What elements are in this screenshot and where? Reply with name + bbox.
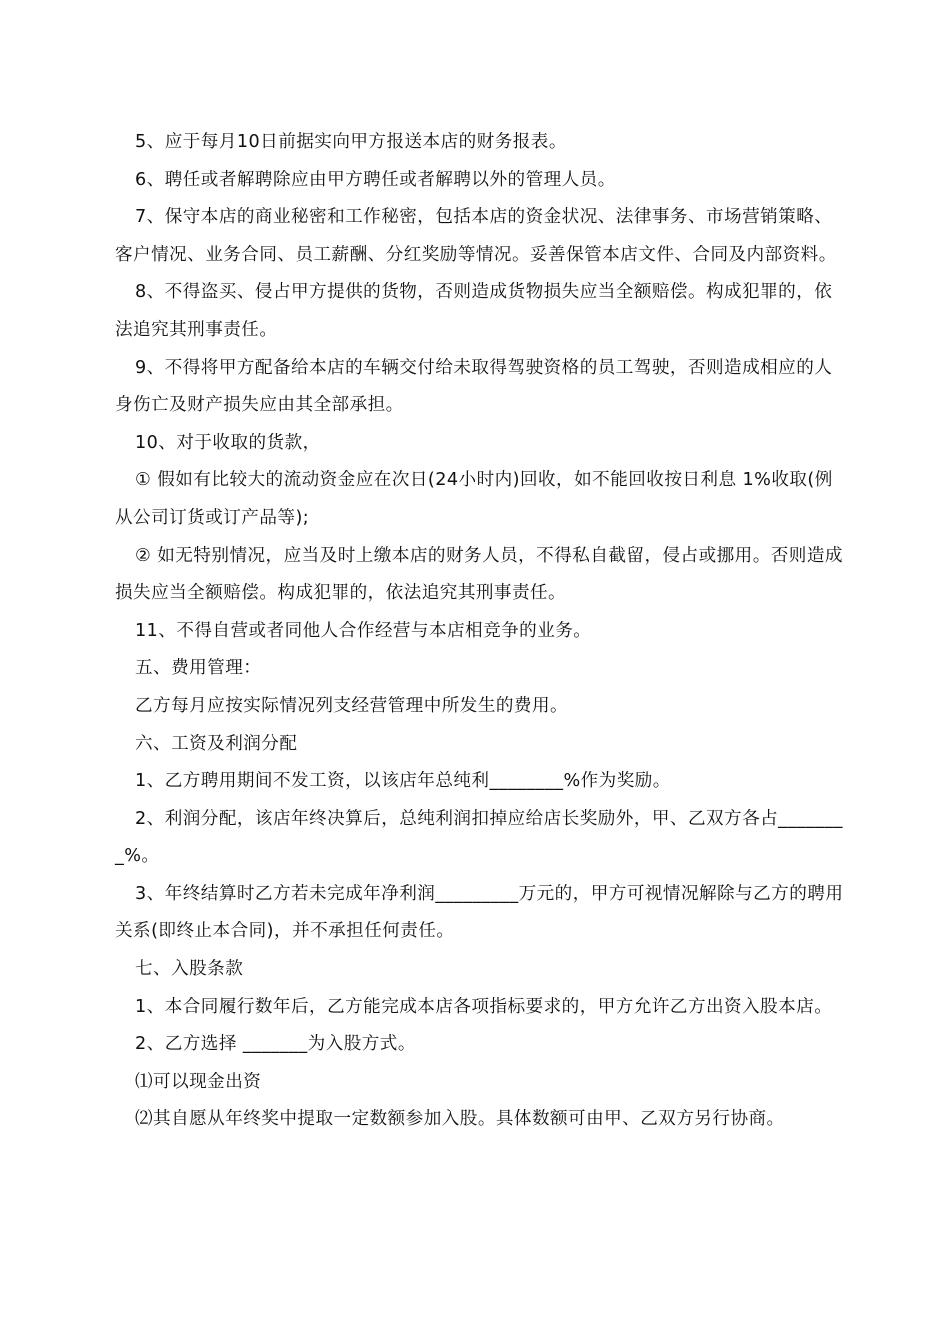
- section-heading-wages: 六、工资及利润分配: [135, 733, 298, 754]
- clause-7: 7、保守本店的商业秘密和工作秘密，包括本店的资金状况、法律事务、市场营销策略、客户情况、业务合同、员工薪酬、分红奖励等情况。妥善保管本店文件、合同及内部资料。: [115, 207, 837, 265]
- shares-clause-1: 1、本合同履行数年后，乙方能完成本店各项指标要求的，甲方允许乙方出资入股本店。: [135, 996, 833, 1017]
- clause-10-item-1: ① 假如有比较大的流动资金应在次日(24小时内)回收，如不能回收按日利息 1%收取(例从公司订货或订产品等);: [115, 470, 833, 528]
- clause-8: 8、不得盗买、侵占甲方提供的货物，否则造成货物损失应当全额赔偿。构成犯罪的，依法追究其刑事责任。: [115, 282, 833, 340]
- clause-11: 11、不得自营或者同他人合作经营与本店相竞争的业务。: [135, 620, 592, 641]
- wages-clause-3: 3、年终结算时乙方若未完成年净利润_________万元的，甲方可视情况解除与乙方的聘用关系(即终止本合同)，并不承担任何责任。: [115, 883, 844, 942]
- shares-clause-2: 2、乙方选择 _______为入股方式。: [135, 1034, 416, 1055]
- wages-clause-1: 1、乙方聘用期间不发工资，以该店年总纯利________%作为奖励。: [135, 771, 671, 792]
- section-heading-expenses: 五、费用管理：: [135, 658, 262, 679]
- shares-option-2: ⑵其自愿从年终奖中提取一定数额参加入股。具体数额可由甲、乙双方另行协商。: [135, 1109, 785, 1130]
- shares-option-1: ⑴可以现金出资: [135, 1071, 262, 1092]
- clause-10: 10、对于收取的货款，: [135, 432, 321, 453]
- clause-5: 5、应于每月10日前据实向甲方报送本店的财务报表。: [135, 132, 567, 152]
- clause-10-item-2: ② 如无特别情况，应当及时上缴本店的财务人员，不得私自截留，侵占或挪用。否则造成损失应当全额赔偿。构成犯罪的，依法追究其刑事责任。: [115, 545, 843, 604]
- document-body: [115, 124, 845, 1139]
- clause-6: 6、聘任或者解聘除应由甲方聘任或者解聘以外的管理人员。: [135, 169, 616, 190]
- wages-clause-2: 2、利润分配，该店年终决算后，总纯利润扣掉应给店长奖励外，甲、乙双方各占________%。: [115, 808, 843, 867]
- clause-9: 9、不得将甲方配备给本店的车辆交付给未取得驾驶资格的员工驾驶，否则造成相应的人身伤亡及财产损失应由其全部承担。: [115, 357, 833, 416]
- expenses-text: 乙方每月应按实际情况列支经营管理中所发生的费用。: [135, 695, 569, 716]
- section-heading-shares: 七、入股条款: [135, 959, 244, 980]
